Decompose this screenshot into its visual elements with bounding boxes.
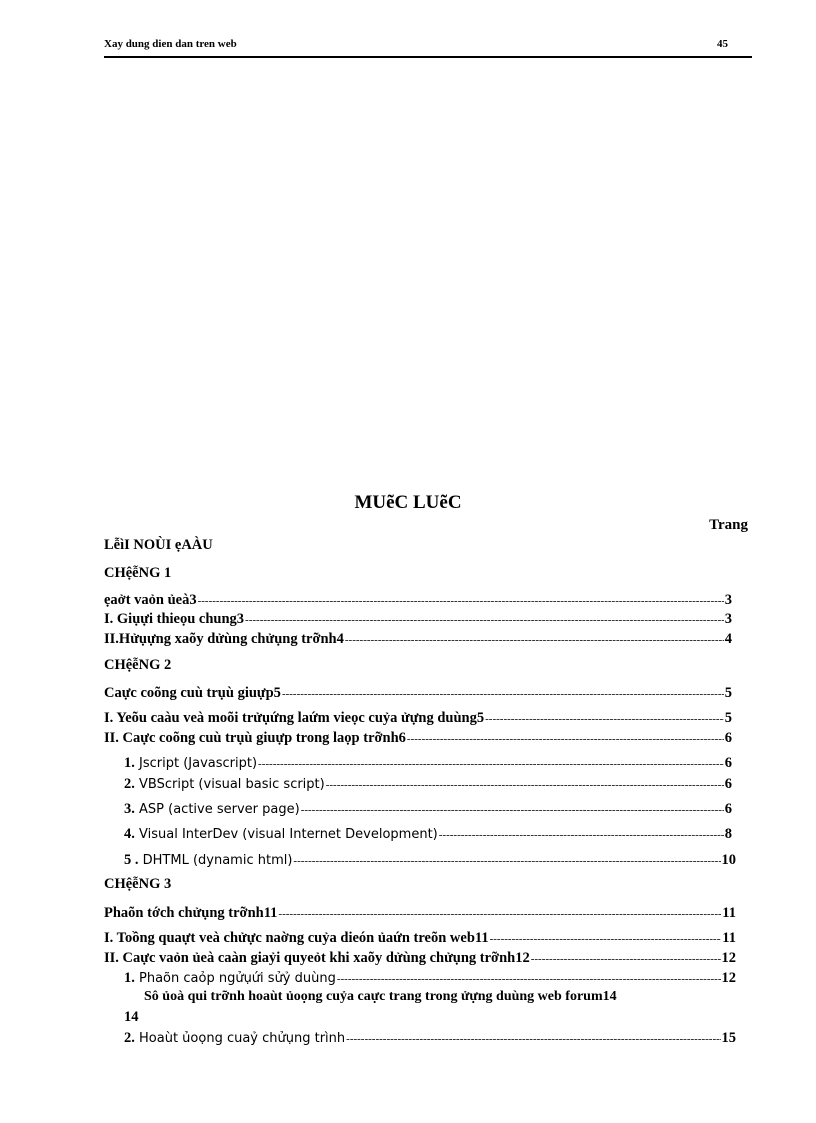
toc-subentry-number: 1. xyxy=(124,755,135,771)
dot-leader xyxy=(439,826,724,844)
toc-subentry xyxy=(124,851,736,870)
toc-entry-page: 12 xyxy=(721,970,736,986)
toc-entry-page: 6 xyxy=(724,730,732,746)
toc-entry xyxy=(104,630,732,649)
dot-leader xyxy=(198,592,724,610)
toc-entry-label: ẹaởt vaỏn ủeà3 xyxy=(104,592,197,608)
toc-entry-label: I. Yeõu caàu veà moõi trửụứng laứm vieọc cuỷa ửựng duùng5 xyxy=(104,710,485,726)
toc-subentry-label: ASP (active server page) xyxy=(139,802,300,817)
toc-subentry-number: 3. xyxy=(124,801,135,817)
toc-entry-page: 5 xyxy=(724,710,732,726)
toc-entry-page: 11 xyxy=(722,930,736,946)
dot-leader xyxy=(531,950,721,968)
toc-subentry xyxy=(124,800,732,819)
page-column-label: Trang xyxy=(709,517,748,533)
dot-leader xyxy=(326,776,724,794)
toc-subentry xyxy=(124,754,732,773)
toc-entry-page: 15 xyxy=(721,1030,736,1046)
dot-leader xyxy=(245,611,724,629)
toc-subentry-label: Jscript (Javascript) xyxy=(139,756,258,771)
toc-entry-page: 12 xyxy=(721,950,736,966)
header-page-number: 45 xyxy=(717,38,728,50)
toc-entry xyxy=(104,949,736,968)
toc-entry-label: II.Hửụựng xaõy dửùng chửụng trỡnh4 xyxy=(104,631,344,647)
toc-subentry xyxy=(124,1029,736,1048)
toc-heading: MUẽC LUẽC xyxy=(354,492,462,513)
dot-leader xyxy=(337,970,721,988)
toc-subentry xyxy=(124,969,736,988)
toc-entry-page: 3 xyxy=(724,592,732,608)
toc-entry xyxy=(104,729,732,748)
toc-entry-page: 6 xyxy=(724,755,732,771)
dot-leader xyxy=(346,1030,720,1048)
toc-entry-page: 6 xyxy=(724,801,732,817)
toc-entry xyxy=(104,904,736,923)
toc-entry xyxy=(104,591,732,610)
toc-chapter-heading: CHệễNG 2 xyxy=(104,657,172,673)
toc-subentry-label: DHTML (dynamic html) xyxy=(142,853,293,868)
dot-leader xyxy=(301,801,724,819)
toc-entry-page: 10 xyxy=(721,852,736,868)
dot-leader xyxy=(282,685,724,703)
toc-subentry-number: 5 . xyxy=(124,852,139,868)
toc-subentry-label: Phaõn caỏp ngửụứi sửỷ duùng xyxy=(139,971,336,986)
toc-entry-label: II. Caực coõng cuù trụù giuựp trong laọp trỡnh6 xyxy=(104,730,406,746)
toc-subentry-number: 2. xyxy=(124,1030,135,1046)
toc-entry-page: 6 xyxy=(724,776,732,792)
toc-entry-label: II. Caực vaỏn ủeà caàn giaỷi quyeỏt khi xaõy dửùng chửụng trỡnh12 xyxy=(104,950,530,966)
toc-entry xyxy=(104,929,736,948)
dot-leader xyxy=(407,730,724,748)
toc-entry-label: I. Giụựi thieọu chung3 xyxy=(104,611,245,627)
toc-diagram-entry-label: Sô ủoà qui trỡnh hoaùt ủoọng cuỷa caực trang trong ửựng duùng web forum14 xyxy=(144,989,617,1004)
toc-entry-label: Phaõn tớch chửụng trỡnh11 xyxy=(104,905,278,921)
dot-leader xyxy=(293,852,720,870)
toc-subentry-number: 4. xyxy=(124,826,135,842)
toc-entry-page: 11 xyxy=(722,905,736,921)
toc-subentry xyxy=(124,825,732,844)
toc-chapter-heading: CHệễNG 3 xyxy=(104,876,172,892)
dot-leader xyxy=(258,755,724,773)
header-title: Xay dung dien dan tren web xyxy=(104,38,237,50)
toc-subentry xyxy=(124,775,732,794)
dot-leader xyxy=(490,930,722,948)
toc-entry-label: Caực coõng cuù trụù giuựp5 xyxy=(104,685,281,701)
toc-chapter-heading: CHệễNG 1 xyxy=(104,565,172,581)
toc-entry xyxy=(104,709,732,728)
toc-entry xyxy=(104,684,732,703)
dot-leader xyxy=(278,905,721,923)
dot-leader xyxy=(485,710,724,728)
toc-entry-page: 8 xyxy=(724,826,732,842)
toc-subentry-label: Hoaùt ủoọng cuaỷ chửụng trình xyxy=(139,1031,346,1046)
toc-entry xyxy=(104,610,732,629)
toc-subentry-number: 1. xyxy=(124,970,135,986)
toc-subentry-label: VBScript (visual basic script) xyxy=(139,777,325,792)
toc-entry-page: 3 xyxy=(724,611,732,627)
toc-subentry-label: Visual InterDev (visual Internet Development) xyxy=(139,827,438,842)
dot-leader xyxy=(345,631,724,649)
toc-subentry-number: 2. xyxy=(124,776,135,792)
toc-entry-page: 5 xyxy=(724,685,732,701)
toc-entry-label: I. Toồng quaựt veà chửực naờng cuỷa dieón ủaứn treõn web11 xyxy=(104,930,489,946)
running-header xyxy=(104,38,752,58)
toc-diagram-entry-page: 14 xyxy=(124,1009,139,1025)
toc-entry-page: 4 xyxy=(724,631,732,647)
toc-preface: LễìI NOÙI ẹAÀU xyxy=(104,537,213,553)
